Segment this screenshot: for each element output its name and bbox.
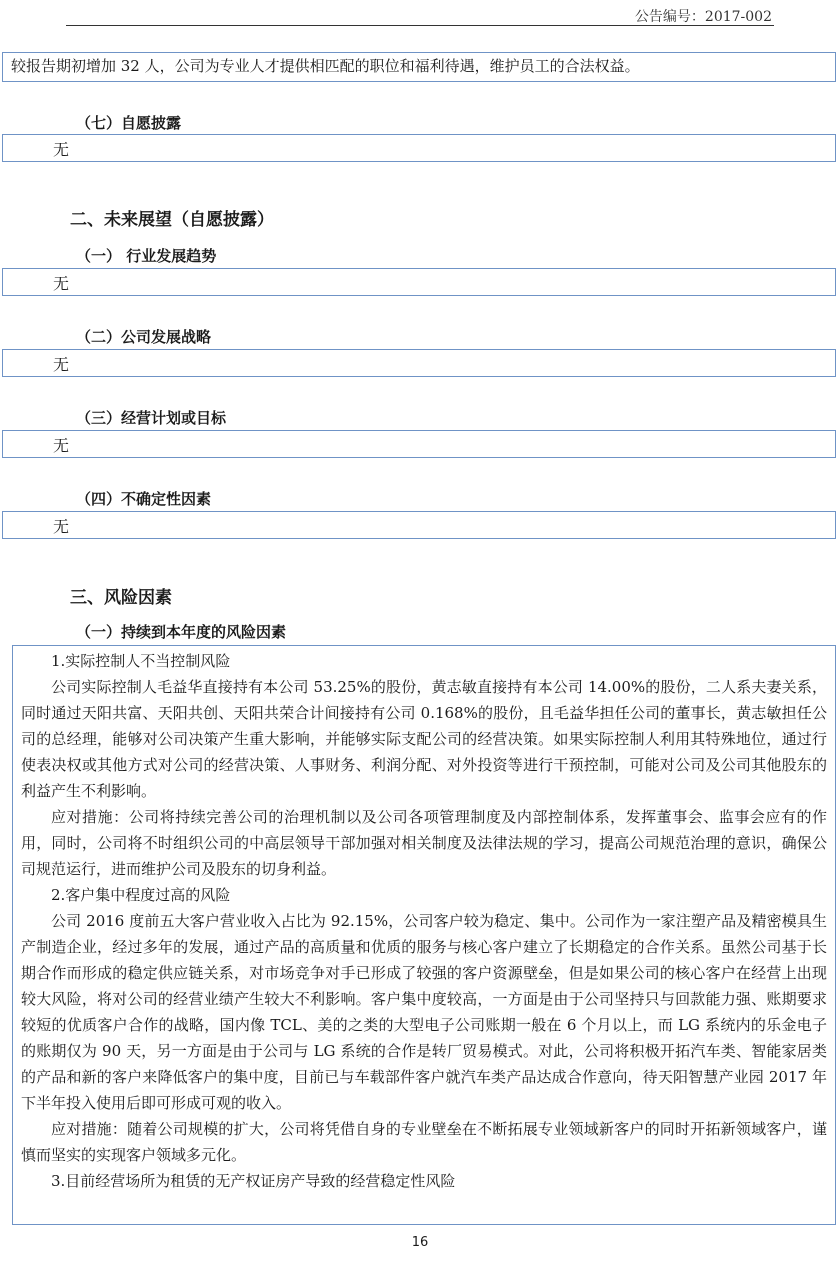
strategy-heading: （二）公司发展战略: [76, 328, 212, 346]
voluntary-heading: （七）自愿披露: [76, 114, 182, 132]
uncertainty-heading: （四）不确定性因素: [76, 490, 212, 508]
risk-1-measures: 应对措施：公司将持续完善公司的治理机制以及公司各项管理制度及内部控制体系，发挥董事会、监事会应有的作用，同时，公司将不时组织公司的中高层领导干部加强对相关制度及法律法规的学习，提高公司规范治理的意识，确保公司规范运行，进而维护公司及股东的切身利益。: [21, 808, 827, 878]
risk-1-title: 1.实际控制人不当控制风险: [51, 652, 231, 670]
announcement-number: 公告编号：2017-002: [634, 9, 772, 25]
risk-2-title: 2.客户集中程度过高的风险: [51, 886, 231, 904]
risk-3-title: 3.目前经营场所为租赁的无产权证房产导致的经营稳定性风险: [51, 1172, 456, 1190]
page-number: 16: [411, 1235, 429, 1250]
strategy-box: [2, 349, 836, 377]
top-text-box: [2, 52, 836, 82]
voluntary-value: 无: [53, 140, 70, 159]
plan-box: [2, 430, 836, 458]
top-text: 较报告期初增加 32 人，公司为专业人才提供相匹配的职位和福利待遇，维护员工的合法权益。: [11, 57, 640, 75]
risk-2-measures: 应对措施：随着公司规模的扩大，公司将凭借自身的专业壁垒在不断拓展专业领域新客户的同时开拓新领域客户，谨慎而坚实的实现客户领域多元化。: [21, 1120, 827, 1164]
risk-2-body: 公司 2016 度前五大客户营业收入占比为 92.15%，公司客户较为稳定、集中。公司作为一家注塑产品及精密模具生产制造企业，经过多年的发展，通过产品的高质量和优质的服务与核心客户建立了长期稳定的合作关系。虽然公司基于长期合作而形成的稳定供应链关系，对市场竞争对手已形成了较强的客户资源壁垒，但是如果公司的核心客户在经营上出现较大风险，将对公司的经营业绩产生较大不利影响。客户集中度较高，一方面是由于公司坚持只与回款能力强、账期要求较短的优质客户合作的战略，国内像 TCL、美的之类的大型电子公司账期一般在 6 个月以上，而 LG 系统内的乐金电子的账期仅为 90 天，另一方面是由于公司与 LG 系统的合作是转厂贸易模式。对此，公司将积极开拓汽车类、智能家居类的产品和新的客户来降低客户的集中度，目前已与车载部件客户就汽车类产品达成合作意向，待天阳智慧产业园 2017 年下半年投入使用后即可形成可观的收入。: [21, 912, 827, 1112]
strategy-value: 无: [53, 355, 70, 374]
header-rule: [66, 25, 774, 26]
industry-trend-value: 无: [53, 274, 70, 293]
plan-heading: （三）经营计划或目标: [76, 409, 227, 427]
section2-title: 二、未来展望（自愿披露）: [70, 210, 274, 230]
risk-sub-heading: （一）持续到本年度的风险因素: [76, 623, 287, 641]
risk-factors-box: [12, 645, 836, 1225]
uncertainty-box: [2, 511, 836, 539]
plan-value: 无: [53, 436, 70, 455]
risk-1-body: 公司实际控制人毛益华直接持有本公司 53.25%的股份，黄志敏直接持有本公司 14.00%的股份，二人系夫妻关系，同时通过天阳共富、天阳共创、天阳共荣合计间接持有公司 0.168%的股份，且毛益华担任公司的董事长，黄志敏担任公司的总经理，能够对公司决策产生重大影响，并能够实际支配公司的经营决策。如果实际控制人利用其特殊地位，通过行使表决权或其他方式对公司的经营决策、人事财务、利润分配、对外投资等进行干预控制，可能对公司及公司其他股东的利益产生不利影响。: [21, 678, 827, 800]
voluntary-box: [2, 134, 836, 162]
section3-title: 三、风险因素: [70, 588, 172, 608]
uncertainty-value: 无: [53, 517, 70, 536]
industry-trend-box: [2, 268, 836, 296]
industry-trend-heading: （一） 行业发展趋势: [76, 247, 217, 265]
